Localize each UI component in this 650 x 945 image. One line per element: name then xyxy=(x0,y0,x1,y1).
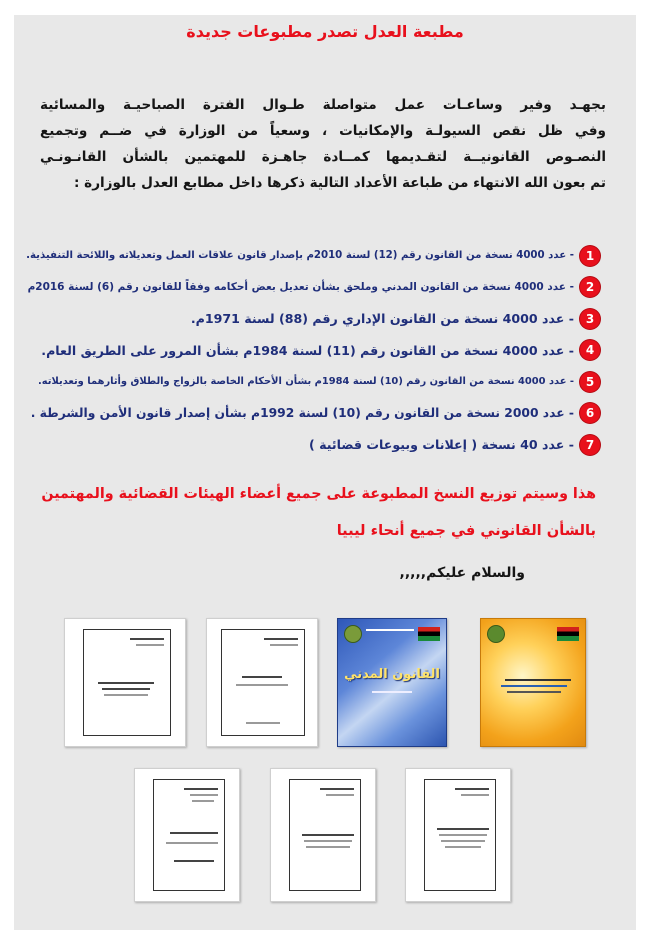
cover-border xyxy=(424,779,496,891)
list-item xyxy=(20,303,600,335)
item-number-badge: 2 xyxy=(580,277,600,297)
signoff: والسلام عليكم,,,,, xyxy=(399,565,525,581)
list-item xyxy=(20,366,600,398)
item-text: - عدد 2000 نسخة من القانون رقم (10) لسنة 1992م بشأن إصدار قانون الأمن والشرطة . xyxy=(30,406,574,421)
closing-line: بالشأن القانوني في جميع أنحاء ليبيا xyxy=(336,522,596,539)
item-number-badge: 1 xyxy=(580,246,600,266)
flag-icon xyxy=(418,627,440,641)
flag-icon xyxy=(557,627,579,641)
publications-list xyxy=(20,240,600,461)
intro-line: بجهـد وفير وساعـات عمل متواصلة طـوال الفترة الصباحيـة والمسائية xyxy=(40,97,606,113)
list-item xyxy=(20,272,600,304)
cover-border xyxy=(83,629,171,736)
list-item xyxy=(20,240,600,272)
cover-border xyxy=(221,629,305,736)
intro-paragraph xyxy=(40,92,606,196)
page-title: مطبعة العدل تصدر مطبوعات جديدة xyxy=(186,22,464,41)
item-text: - عدد 4000 نسخة من القانون الإداري رقم (88) لسنة 1971م. xyxy=(190,311,574,327)
intro-line: وفي ظل نقص السيولـة والإمكانيات ، وسعياً من الوزارة في ضــم وتجميع xyxy=(40,123,606,139)
cover-border xyxy=(153,779,225,891)
item-number-badge: 3 xyxy=(580,309,600,329)
intro-line: النصـوص القانونيــة لتقـديمها كمــادة جاهـزة للمهتمين بالشأن القانـونـي xyxy=(40,149,606,165)
item-text: - عدد 40 نسخة ( إعلانات وبيوعات قضائية ) xyxy=(308,437,574,453)
item-number-badge: 6 xyxy=(580,403,600,423)
item-number-badge: 5 xyxy=(580,372,600,392)
list-item xyxy=(20,398,600,430)
item-number-badge: 4 xyxy=(580,340,600,360)
item-text: - عدد 4000 نسخة من القانون رقم (12) لسنة 2010م بإصدار قانون علاقات العمل وتعديلاته واللائحة التنفيذية. xyxy=(26,250,574,262)
item-number-badge: 7 xyxy=(580,435,600,455)
item-text: - عدد 4000 نسخة من القانون رقم (10) لسنة 1984م بشأن الأحكام الخاصة بالزواج والطلاق وأثارهما وتعديلاته. xyxy=(38,376,574,388)
emblem-icon xyxy=(344,625,362,643)
cover-judicial-announcements xyxy=(134,768,240,902)
cover-title: القانون المدني xyxy=(344,667,440,682)
intro-line: تم بعون الله الانتهاء من طباعة الأعداد التالية ذكرها داخل مطابع العدل بالوزارة : xyxy=(74,175,606,191)
list-item xyxy=(20,335,600,367)
cover-labor-law xyxy=(480,618,586,747)
emblem-icon xyxy=(487,625,505,643)
item-text: - عدد 4000 نسخة من القانون رقم (11) لسنة 1984م بشأن المرور على الطريق العام. xyxy=(41,342,574,358)
list-item xyxy=(20,429,600,461)
item-text: - عدد 4000 نسخة من القانون المدني وملحق بشأن تعديل بعض أحكامه وفقاً للقانون رقم (6) لسنة 2016م xyxy=(27,281,574,294)
cover-civil-law xyxy=(337,618,447,747)
cover-security-police-law xyxy=(270,768,376,902)
cover-traffic-law xyxy=(64,618,186,747)
cover-marriage-divorce-law xyxy=(405,768,511,902)
closing-line: هذا وسيتم توزيع النسخ المطبوعة على جميع أعضاء الهيئات القضائية والمهتمين xyxy=(41,486,596,502)
cover-border xyxy=(289,779,361,891)
cover-administrative-law xyxy=(206,618,318,747)
